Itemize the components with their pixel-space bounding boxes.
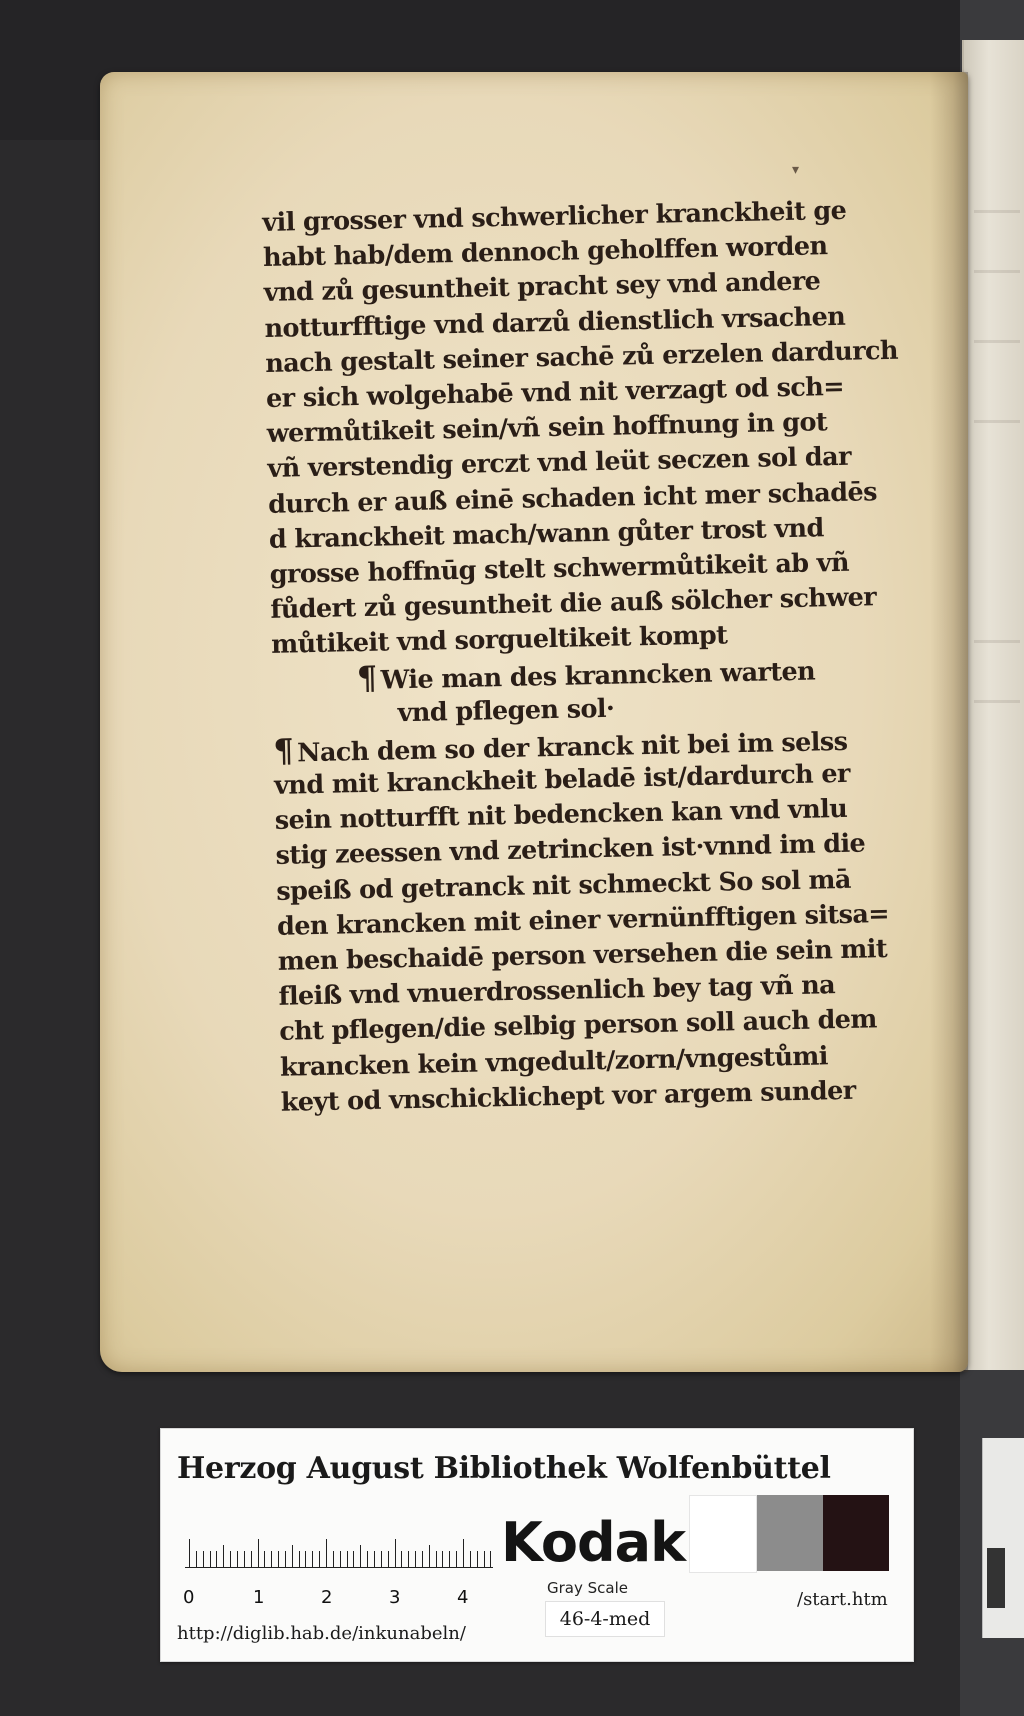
ruler-tick xyxy=(189,1539,190,1567)
gray-swatch xyxy=(757,1495,823,1571)
library-title: Herzog August Bibliothek Wolfenbüttel xyxy=(177,1451,831,1486)
text-line: er sich wolgehabē vnd nit verzagt od sch= xyxy=(265,371,845,414)
ruler-tick xyxy=(429,1545,430,1567)
ruler-tick xyxy=(436,1551,437,1567)
text-line: Nach dem so der kranck nit bei im selss xyxy=(296,726,848,769)
text-line: durch er auß einē schaden icht mer schadēs xyxy=(267,476,878,520)
ruler-tick xyxy=(415,1551,416,1567)
ruler-tick xyxy=(251,1551,252,1567)
ruler-tick xyxy=(477,1551,478,1567)
faint-text-mark xyxy=(974,340,1020,343)
page-gutter-shadow xyxy=(930,72,968,1372)
text-line: fleiß vnd vnuerdrossenlich bey tag vñ na xyxy=(278,970,836,1012)
printer-mark: ▾ xyxy=(792,162,800,178)
ruler-number: 4 xyxy=(457,1587,469,1608)
kodak-logo: Kodak xyxy=(501,1511,685,1574)
adjacent-card-edge xyxy=(982,1438,1024,1638)
ruler-tick xyxy=(305,1551,306,1567)
ruler-tick xyxy=(230,1551,231,1567)
text-line: keyt od vnschicklichept vor argem sunder xyxy=(280,1075,856,1118)
black-swatch xyxy=(823,1495,889,1571)
ruler-tick xyxy=(490,1551,491,1567)
text-line: vñ verstendig erczt vnd leüt seczen sol dar xyxy=(267,442,852,485)
ruler-tick xyxy=(470,1551,471,1567)
ruler-tick xyxy=(333,1551,334,1567)
faint-text-mark xyxy=(974,640,1020,643)
white-swatch xyxy=(689,1495,757,1573)
page-text xyxy=(262,193,921,1121)
ruler-tick xyxy=(422,1551,423,1567)
ruler-tick xyxy=(449,1551,450,1567)
text-line: men beschaidē person versehen die sein mit xyxy=(277,934,888,977)
text-line: habt hab/dem dennoch geholffen worden xyxy=(262,231,828,274)
text-line: vnd zů gesuntheit pracht sey vnd andere xyxy=(263,266,821,309)
ruler-tick xyxy=(244,1551,245,1567)
ruler-tick xyxy=(196,1551,197,1567)
text-line: vnd mit kranckheit beladē ist/dardurch er xyxy=(273,758,851,801)
faint-text-mark xyxy=(974,700,1020,703)
ruler-tick xyxy=(285,1551,286,1567)
ruler-tick xyxy=(401,1551,402,1567)
text-line: sein notturfft nit bedencken kan vnd vnlu xyxy=(274,794,848,837)
text-line: speiß od getranck nit schmeckt So sol mā xyxy=(276,864,852,907)
ruler-tick xyxy=(381,1551,382,1567)
text-line: fůdert zů gesuntheit die auß sölcher schwer xyxy=(270,582,877,625)
ruler-tick xyxy=(258,1539,259,1567)
ruler-number: 3 xyxy=(389,1587,401,1608)
ruler-tick xyxy=(347,1551,348,1567)
ruler-tick xyxy=(395,1539,396,1567)
ruler-tick xyxy=(340,1551,341,1567)
ruler-baseline xyxy=(185,1567,493,1568)
text-line: krancken kein vngedult/zorn/vngestůmi xyxy=(279,1040,829,1083)
text-line: stig zeessen vnd zetrincken ist·vnnd im die xyxy=(275,828,866,872)
text-line: wermůtikeit sein/vñ sein hoffnung in got xyxy=(266,407,828,450)
ruler-tick xyxy=(484,1551,485,1567)
ruler-tick xyxy=(360,1545,361,1567)
ruler-tick xyxy=(456,1551,457,1567)
ruler-tick xyxy=(312,1551,313,1567)
text-line: grosse hoffnūg stelt schwermůtikeit ab vñ xyxy=(269,547,850,590)
text-line: vil grosser vnd schwerlicher kranckheit ge xyxy=(262,195,847,238)
ruler-tick xyxy=(237,1551,238,1567)
heading-line: Wie man des kranncken warten xyxy=(380,656,816,697)
pilcrow-icon: ¶ xyxy=(356,659,378,698)
text-line: d kranckheit mach/wann gůter trost vnd xyxy=(268,512,824,555)
pilcrow-icon: ¶ xyxy=(273,731,294,770)
shelfmark-label: 46-4-med xyxy=(545,1601,665,1637)
ruler-tick xyxy=(271,1551,272,1567)
library-scale-card xyxy=(160,1428,914,1662)
ruler-tick xyxy=(278,1551,279,1567)
ruler xyxy=(185,1519,493,1581)
ruler-tick xyxy=(216,1551,217,1567)
ruler-tick xyxy=(353,1551,354,1567)
ruler-tick xyxy=(223,1545,224,1567)
text-line: můtikeit vnd sorgueltikeit kompt xyxy=(270,620,728,661)
faint-text-mark xyxy=(974,270,1020,273)
ruler-tick xyxy=(367,1551,368,1567)
heading-line: vnd pflegen sol· xyxy=(397,693,615,728)
swatch-fragment xyxy=(987,1548,1005,1608)
ruler-tick xyxy=(292,1545,293,1567)
ruler-number: 2 xyxy=(321,1587,333,1608)
ruler-tick xyxy=(408,1551,409,1567)
url-suffix: /start.htm xyxy=(797,1589,888,1610)
ruler-tick xyxy=(299,1551,300,1567)
ruler-tick xyxy=(203,1551,204,1567)
text-line: notturfftige vnd darzů dienstlich vrsachen xyxy=(264,301,846,344)
gray-scale-label: Gray Scale xyxy=(547,1579,628,1597)
text-line: cht pflegen/die selbig person soll auch dem xyxy=(278,1004,878,1048)
ruler-tick xyxy=(326,1539,327,1567)
ruler-tick xyxy=(463,1539,464,1567)
ruler-tick xyxy=(264,1551,265,1567)
ruler-tick xyxy=(374,1551,375,1567)
ruler-number: 0 xyxy=(183,1587,195,1608)
faint-text-mark xyxy=(974,420,1020,423)
ruler-tick xyxy=(442,1551,443,1567)
ruler-number: 1 xyxy=(253,1587,265,1608)
library-url: http://diglib.hab.de/inkunabeln/ xyxy=(177,1623,466,1644)
text-line: den krancken mit einer vernünfftigen sitsa= xyxy=(276,898,890,942)
ruler-tick xyxy=(210,1551,211,1567)
ruler-tick xyxy=(319,1551,320,1567)
ruler-tick xyxy=(388,1551,389,1567)
text-line: nach gestalt seiner sachē zů erzelen dardurch xyxy=(264,335,899,379)
faint-text-mark xyxy=(974,210,1020,213)
adjacent-page xyxy=(962,40,1024,1370)
